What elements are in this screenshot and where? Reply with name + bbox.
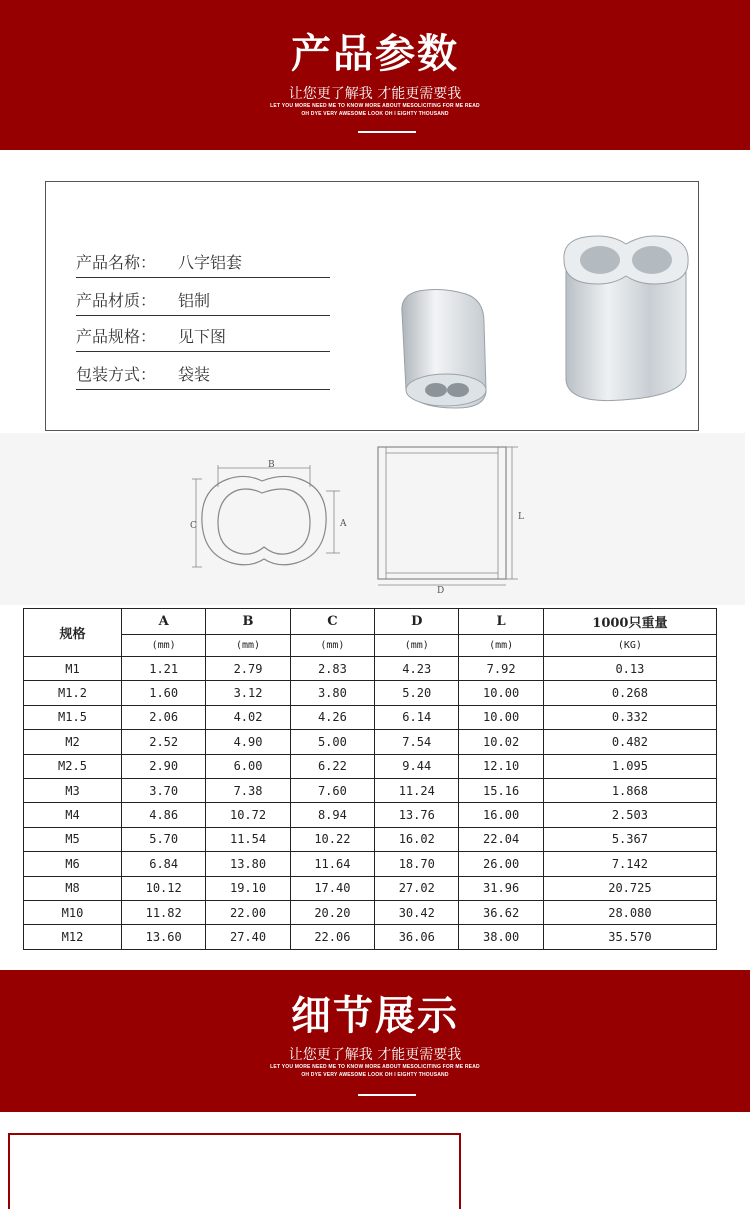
table-row [24, 657, 717, 681]
value-cell: 9.44 [375, 754, 459, 778]
table-row [24, 925, 717, 949]
value-cell: 4.23 [375, 657, 459, 681]
value-cell: 4.02 [206, 705, 290, 729]
table-row [24, 827, 717, 851]
value-cell: 10.12 [122, 876, 206, 900]
value-cell: 36.62 [459, 900, 543, 924]
value-cell: 17.40 [290, 876, 374, 900]
value-cell: 5.367 [543, 827, 716, 851]
table-unit-row [24, 635, 717, 657]
value-cell: 0.268 [543, 681, 716, 705]
label-b: B [268, 460, 275, 470]
info-label: 产品规格： [76, 327, 157, 346]
table-row [24, 681, 717, 705]
value-cell: 22.04 [459, 827, 543, 851]
value-cell: 31.96 [459, 876, 543, 900]
value-cell: 2.83 [290, 657, 374, 681]
value-cell: 4.86 [122, 803, 206, 827]
value-cell: 15.16 [459, 778, 543, 802]
value-cell: 20.725 [543, 876, 716, 900]
info-row-spec [76, 326, 330, 352]
details-english-line1: LET YOU MORE NEED ME TO KNOW MORE ABOUT MESOLICITING FOR ME READ [270, 1064, 480, 1070]
value-cell: 7.142 [543, 852, 716, 876]
value-cell: 2.503 [543, 803, 716, 827]
value-cell: 22.00 [206, 900, 290, 924]
value-cell: 30.42 [375, 900, 459, 924]
params-english [0, 102, 750, 118]
params-english-line1: LET YOU MORE NEED ME TO KNOW MORE ABOUT MESOLICITING FOR ME READ [270, 103, 480, 109]
table-row [24, 730, 717, 754]
spec-column-header: 规格 [24, 609, 122, 657]
value-cell: 20.20 [290, 900, 374, 924]
column-unit: (KG) [543, 635, 716, 657]
table-header-row [24, 609, 717, 635]
product-info-box [45, 181, 699, 431]
value-cell: 16.02 [375, 827, 459, 851]
info-label: 产品名称： [76, 253, 157, 272]
value-cell: 3.80 [290, 681, 374, 705]
column-header: A [122, 609, 206, 635]
column-unit: (mm) [459, 635, 543, 657]
value-cell: 1.868 [543, 778, 716, 802]
column-header: D [375, 609, 459, 635]
value-cell: 6.14 [375, 705, 459, 729]
value-cell: 7.92 [459, 657, 543, 681]
value-cell: 11.24 [375, 778, 459, 802]
column-header: B [206, 609, 290, 635]
details-title: 细节展示 [291, 993, 459, 1039]
spec-cell: M6 [24, 852, 122, 876]
value-cell: 11.54 [206, 827, 290, 851]
spec-cell: M2 [24, 730, 122, 754]
value-cell: 35.570 [543, 925, 716, 949]
table-row [24, 803, 717, 827]
value-cell: 0.332 [543, 705, 716, 729]
value-cell: 4.90 [206, 730, 290, 754]
spec-cell: M4 [24, 803, 122, 827]
value-cell: 2.52 [122, 730, 206, 754]
info-value: 袋装 [178, 365, 211, 384]
value-cell: 5.00 [290, 730, 374, 754]
table-row [24, 705, 717, 729]
spec-cell: M8 [24, 876, 122, 900]
spec-cell: M1 [24, 657, 122, 681]
table-row [24, 852, 717, 876]
value-cell: 10.00 [459, 705, 543, 729]
info-value: 见下图 [178, 327, 227, 346]
large-sleeve [564, 236, 688, 401]
info-row-material [76, 290, 330, 316]
spec-cell: M5 [24, 827, 122, 851]
value-cell: 38.00 [459, 925, 543, 949]
info-row-package [76, 364, 330, 390]
small-sleeve [402, 290, 486, 409]
value-cell: 1.60 [122, 681, 206, 705]
info-label: 包装方式： [76, 365, 157, 384]
table-row [24, 754, 717, 778]
spec-table [23, 608, 717, 950]
product-photo [386, 222, 696, 422]
value-cell: 0.13 [543, 657, 716, 681]
value-cell: 22.06 [290, 925, 374, 949]
column-header: 1000只重量 [543, 609, 716, 635]
label-c: C [190, 521, 197, 531]
spec-cell: M3 [24, 778, 122, 802]
details-english [0, 1063, 750, 1079]
value-cell: 3.12 [206, 681, 290, 705]
value-cell: 8.94 [290, 803, 374, 827]
value-cell: 16.00 [459, 803, 543, 827]
value-cell: 11.64 [290, 852, 374, 876]
side-dimensions [378, 447, 518, 585]
info-label: 产品材质： [76, 291, 157, 310]
info-row-name [76, 252, 330, 278]
side-view [378, 447, 506, 579]
details-subtitle: 让您更了解我 才能更需要我 [288, 1047, 462, 1063]
value-cell: 11.82 [122, 900, 206, 924]
value-cell: 2.90 [122, 754, 206, 778]
params-divider [358, 131, 416, 133]
table-row [24, 876, 717, 900]
value-cell: 7.38 [206, 778, 290, 802]
value-cell: 28.080 [543, 900, 716, 924]
value-cell: 6.22 [290, 754, 374, 778]
value-cell: 10.22 [290, 827, 374, 851]
spec-cell: M1.5 [24, 705, 122, 729]
dimension-drawing [0, 433, 745, 605]
value-cell: 3.70 [122, 778, 206, 802]
value-cell: 1.21 [122, 657, 206, 681]
table-row [24, 778, 717, 802]
column-unit: (mm) [375, 635, 459, 657]
details-banner [0, 970, 750, 1112]
spec-cell: M10 [24, 900, 122, 924]
value-cell: 13.60 [122, 925, 206, 949]
value-cell: 18.70 [375, 852, 459, 876]
detail-frame [8, 1133, 461, 1209]
column-unit: (mm) [206, 635, 290, 657]
cross-dimensions [192, 465, 340, 567]
value-cell: 10.72 [206, 803, 290, 827]
params-title: 产品参数 [291, 31, 459, 77]
value-cell: 12.10 [459, 754, 543, 778]
value-cell: 2.06 [122, 705, 206, 729]
params-banner [0, 0, 750, 150]
column-unit: (mm) [290, 635, 374, 657]
column-header: L [459, 609, 543, 635]
info-value: 八字铝套 [178, 253, 243, 272]
details-english-line2: OH DYE VERY AWESOME LOOK OH I EIGHTY THOUSAND [301, 1072, 449, 1078]
value-cell: 10.00 [459, 681, 543, 705]
label-d: D [437, 586, 445, 596]
value-cell: 0.482 [543, 730, 716, 754]
value-cell: 10.02 [459, 730, 543, 754]
value-cell: 5.20 [375, 681, 459, 705]
column-header: C [290, 609, 374, 635]
value-cell: 1.095 [543, 754, 716, 778]
params-english-line2: OH DYE VERY AWESOME LOOK OH I EIGHTY THOUSAND [301, 111, 449, 117]
value-cell: 19.10 [206, 876, 290, 900]
cross-section [202, 476, 326, 564]
value-cell: 4.26 [290, 705, 374, 729]
value-cell: 5.70 [122, 827, 206, 851]
details-divider [358, 1094, 416, 1096]
spec-cell: M1.2 [24, 681, 122, 705]
value-cell: 13.76 [375, 803, 459, 827]
value-cell: 13.80 [206, 852, 290, 876]
value-cell: 6.84 [122, 852, 206, 876]
value-cell: 7.54 [375, 730, 459, 754]
column-unit: (mm) [122, 635, 206, 657]
value-cell: 6.00 [206, 754, 290, 778]
value-cell: 26.00 [459, 852, 543, 876]
table-row [24, 900, 717, 924]
value-cell: 36.06 [375, 925, 459, 949]
table-body [24, 657, 717, 950]
label-a: A [340, 519, 347, 529]
spec-cell: M12 [24, 925, 122, 949]
label-l: L [518, 512, 524, 522]
value-cell: 27.02 [375, 876, 459, 900]
value-cell: 2.79 [206, 657, 290, 681]
dimension-svg [0, 433, 745, 605]
spec-cell: M2.5 [24, 754, 122, 778]
params-subtitle: 让您更了解我 才能更需要我 [288, 86, 462, 102]
value-cell: 7.60 [290, 778, 374, 802]
value-cell: 27.40 [206, 925, 290, 949]
info-value: 铝制 [178, 291, 211, 310]
